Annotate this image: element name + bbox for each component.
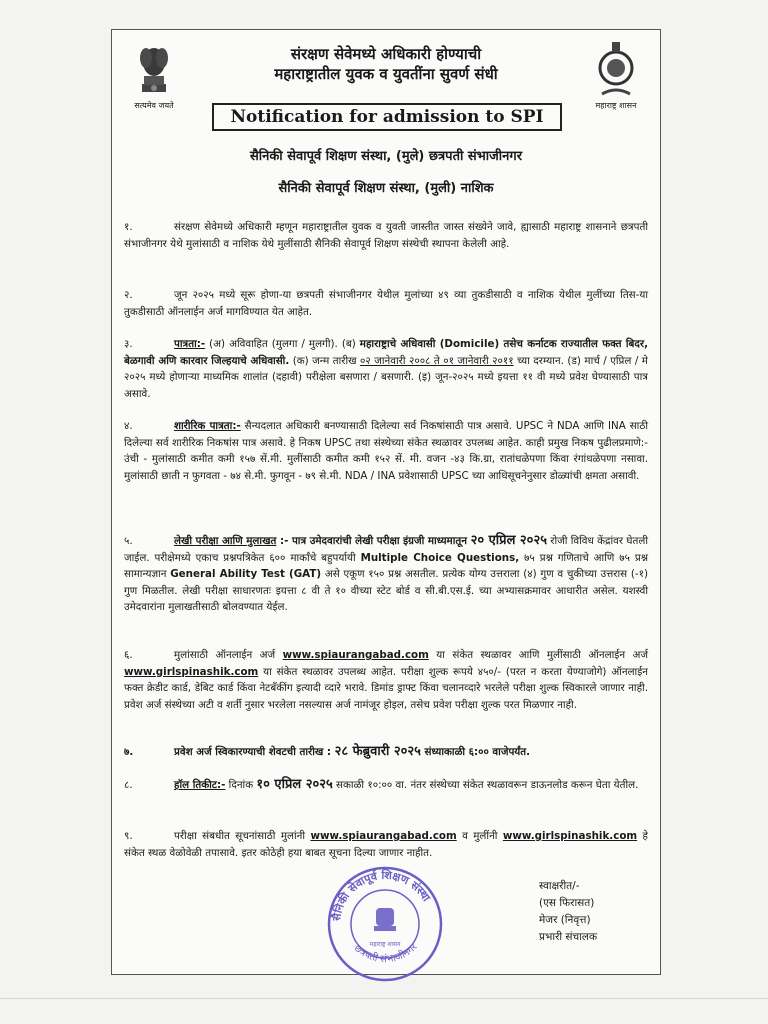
paragraph-8-hall-ticket bbox=[124, 777, 648, 794]
paragraph-text: हे संकेत स्थळ वेळोवेळी तपासावे. इतर कोठेही हया बाबत सूचना दिल्या जाणार नाहीत. bbox=[124, 830, 648, 859]
paragraph-7-deadline bbox=[124, 744, 648, 761]
paragraph-4-physical bbox=[124, 418, 648, 484]
signature-block bbox=[539, 878, 597, 946]
gat-text: General Ability Test (GAT) bbox=[170, 568, 322, 580]
institute-seal-stamp-icon bbox=[320, 858, 450, 982]
exam-date: २० एप्रिल २०२५ bbox=[470, 533, 547, 548]
institute-boys: सैनिकी सेवापूर्व शिक्षण संस्था, (मुले) छत्रपती संभाजीनगर bbox=[249, 149, 523, 164]
exam-label: लेखी परीक्षा आणि मुलाखत bbox=[174, 535, 277, 547]
paragraph-number: ३. bbox=[124, 338, 133, 350]
physical-eligibility-label: शारीरिक पात्रता:- bbox=[174, 420, 241, 432]
notification-title: Notification for admission to SPI bbox=[212, 103, 562, 131]
header-line-1: संरक्षण सेवेमध्ये अधिकारी होण्याची bbox=[290, 45, 482, 63]
paragraph-text: व मुलींनी bbox=[456, 830, 503, 842]
paragraph-number: ९. bbox=[124, 830, 133, 842]
seal-text: सैनिकी सेवापूर्व शिक्षण संस्था bbox=[330, 868, 433, 922]
eligibility-label: पात्रता:- bbox=[174, 338, 206, 350]
boys-website-link[interactable]: www.spiaurangabad.com bbox=[310, 830, 457, 842]
paragraph-text: जून २०२५ मध्ये सूरू होणा-या छत्रपती संभाजीनगर येथील मुलांच्या ४९ व्या तुकडीसाठी व नाशिक येथील मुलींच्या तिस-या तुकडीसाठी ऑनलाईन अर्ज मागविण्यात येत आहेत. bbox=[124, 289, 648, 318]
paragraph-text: ७५ प्रश्न गणिताचे आणि ७५ प्रश्न सामान्यज्ञान bbox=[124, 551, 648, 580]
institute-girls: सैनिकी सेवापूर्व शिक्षण संस्था, (मुली) नाशिक bbox=[278, 181, 494, 196]
paragraph-text: (क) जन्म तारीख bbox=[289, 354, 361, 367]
paragraph-text: दिनांक bbox=[225, 779, 257, 791]
birth-date-range: ०२ जानेवारी २००८ ते ०१ जानेवारी २०११ bbox=[360, 354, 514, 367]
hall-ticket-label: हॉल तिकीट:- bbox=[174, 779, 226, 791]
paragraph-3-eligibility bbox=[124, 336, 648, 402]
paragraph-text: च्या दरम्यान. (ड) मार्च / एप्रिल / मे २०२५ मध्ये होणाऱ्या माध्यमिक शालांत (दहावी) परीक्षेला बसणारा / बसणारी. (इ) जून-२०२५ मध्ये इयत्ता ११ वी मध्ये प्रवेश घेण्यासाठी पात्र असावे. bbox=[124, 354, 648, 400]
deadline-date: २८ फेब्रुवारी २०२५ bbox=[334, 744, 421, 759]
paragraph-text: या संकेत स्थळावर आणि मुलींसाठी ऑनलाईन अर्ज bbox=[428, 649, 649, 661]
paragraph-text: (अ) अविवाहित (मुलगा / मुलगी). (ब) bbox=[205, 338, 360, 350]
mcq-text: Multiple Choice Questions, bbox=[360, 551, 520, 564]
paragraph-number: ७. bbox=[124, 746, 134, 758]
paragraph-text: असे एकूण १५० प्रश्न असतील. प्रत्येक योग्य उत्तराला (४) गुण व चुकीच्या उत्तरास (-१) गुण मिळतील. लेखी परीक्षा साधारणतः इयत्ता ८ वी ते १० वीच्या स्टेट बोर्ड व सी.बी.एस.ई. च्या अभ्यासक्रमावर आधारीत असेल. यशस्वी उमेदवारांना मुलाखतीसाठी बोलवण्यात येईल. bbox=[124, 568, 648, 613]
notification-document bbox=[111, 29, 661, 975]
boys-website-link[interactable]: www.spiaurangabad.com bbox=[282, 649, 429, 661]
paragraph-5-exam bbox=[124, 533, 648, 616]
paragraph-number: २. bbox=[124, 289, 133, 301]
paragraph-text: मुलांसाठी ऑनलाईन अर्ज bbox=[174, 649, 283, 661]
paragraph-number: ५. bbox=[124, 535, 133, 547]
paragraph-text: संरक्षण सेवेमध्ये अधिकारी म्हणून महाराष्ट्रातील युवक व युवती जास्तीत जास्त संख्येने जावे, ह्यासाठी महाराष्ट्र शासनाने छत्रपती संभाजीनगर येथे मुलांसाठी व नाशिक येथे मुलींसाठी सैनिकी सेवापूर्व शिक्षण संस्थेची स्थापना केलेली आहे. bbox=[124, 221, 648, 250]
paragraph-6-application bbox=[124, 647, 648, 713]
paragraph-text: रोजी विविध केंद्रांवर घेतली जाईल. परीक्षेमध्ये एकाच प्रश्नपत्रिकेत ६०० मार्कांचे बहुपर्यायी bbox=[124, 535, 648, 564]
girls-website-link[interactable]: www.girlspinashik.com bbox=[502, 830, 638, 842]
signatory-designation: प्रभारी संचालक bbox=[539, 931, 598, 943]
header-line-2: महाराष्ट्रातील युवक व युवतींना सुवर्ण संधी bbox=[274, 65, 498, 83]
paragraph-text: प्रवेश अर्ज स्विकारण्याची शेवटची तारीख : bbox=[174, 746, 335, 758]
paragraph-text: या संकेत स्थळावर उपलब्ध आहेत. परीक्षा शुल्क रूपये ४५०/- (परत न करता येण्याजोगे) ऑनलाईन फक्त क्रेडीट कार्ड, डेबिट कार्ड किंवा नेटबँकींग इत्यादी व्दारे भरावे. डिमांड ड्राफ्ट किंवा चलानव्दारे भरलेले परीक्षा शुल्क स्विकारले जाणार नाही. प्रवेश अर्ज संस्थेच्या अटी व शर्ती नुसार भरलेला नसल्यास अर्ज नामंजूर होइल, तसेच प्रवेश परीक्षा शुल्क परत मिळणार नाही. bbox=[124, 665, 648, 711]
paragraph-text: :- पात्र उमेदवारांची लेखी परीक्षा इंग्रजी माध्यमातून bbox=[276, 535, 471, 547]
page-fold-line bbox=[0, 998, 768, 999]
paragraph-text: सैन्यदलात अधिकारी बनण्यासाठी दिलेल्या सर्व निकषांसाठी पात्र असावे. UPSC ने NDA आणि INA साठी दिलेल्या सर्व शारीरिक निकषांस पात्र असावे. हे निकष UPSC तथा संस्थेच्या संकेत स्थळावर उपलब्ध आहेत. काही प्रमुख निकष पुढीलप्रमाणे:- उंची - मुलांसाठी कमीत कमी १५७ सें.मी. मुलींसाठी कमीत कमी १५२ सें. मी. वजन -४३ कि.ग्रा, रातांधळेपणा किंवा रंगांधळेपणा नसावा. मुलांसाठी छाती न फुगवता - ७४ से.मी. फुगवून - ७९ से.मी. NDA / INA प्रवेशासाठी UPSC च्या आधिसूचनेनुसार डोळ्यांची क्षमता असावी. bbox=[124, 420, 648, 482]
girls-website-link[interactable]: www.girlspinashik.com bbox=[124, 665, 259, 678]
paragraph-text: संध्याकाळी ६:०० वाजेपर्यंत. bbox=[420, 746, 531, 758]
paragraph-text: परीक्षा संबधीत सूचनांसाठी मुलांनी bbox=[174, 830, 311, 842]
signature-line: स्वाक्षरीत/- bbox=[539, 880, 580, 892]
paragraph-text: सकाळी १०:०० वा. नंतर संस्थेच्या संकेत स्थळावरून डाऊनलोड करून घेता येतील. bbox=[332, 779, 639, 791]
paragraph-2 bbox=[124, 287, 648, 320]
paragraph-number: ६. bbox=[124, 649, 133, 661]
paragraph-1 bbox=[124, 219, 648, 252]
signatory-rank: मेजर (निवृत्त) bbox=[539, 914, 591, 926]
signatory-name: (एस फिरासत) bbox=[539, 897, 595, 909]
domicile-text: महाराष्ट्राचे अधिवासी (Domicile) तसेच कर्नाटक राज्यातील फक्त बिदर, बेळगावी अणि कारवार जिल्हयाचे अधिवासी. bbox=[124, 338, 648, 367]
paragraph-number: ४. bbox=[124, 420, 133, 432]
emblem-caption-right: महाराष्ट्र शासन bbox=[595, 101, 637, 110]
paragraph-number: ८. bbox=[124, 779, 133, 791]
paragraph-9-notices bbox=[124, 828, 648, 861]
emblem-caption-left: सत्यमेव जयते bbox=[134, 101, 174, 110]
hall-ticket-date: १० एप्रिल २०२५ bbox=[256, 777, 333, 792]
paragraph-number: १. bbox=[124, 221, 133, 233]
svg-text:महाराष्ट्र शासन: महाराष्ट्र शासन bbox=[369, 941, 401, 948]
seal-bottom-text: छत्रपती संभाजीनगर bbox=[351, 941, 420, 966]
